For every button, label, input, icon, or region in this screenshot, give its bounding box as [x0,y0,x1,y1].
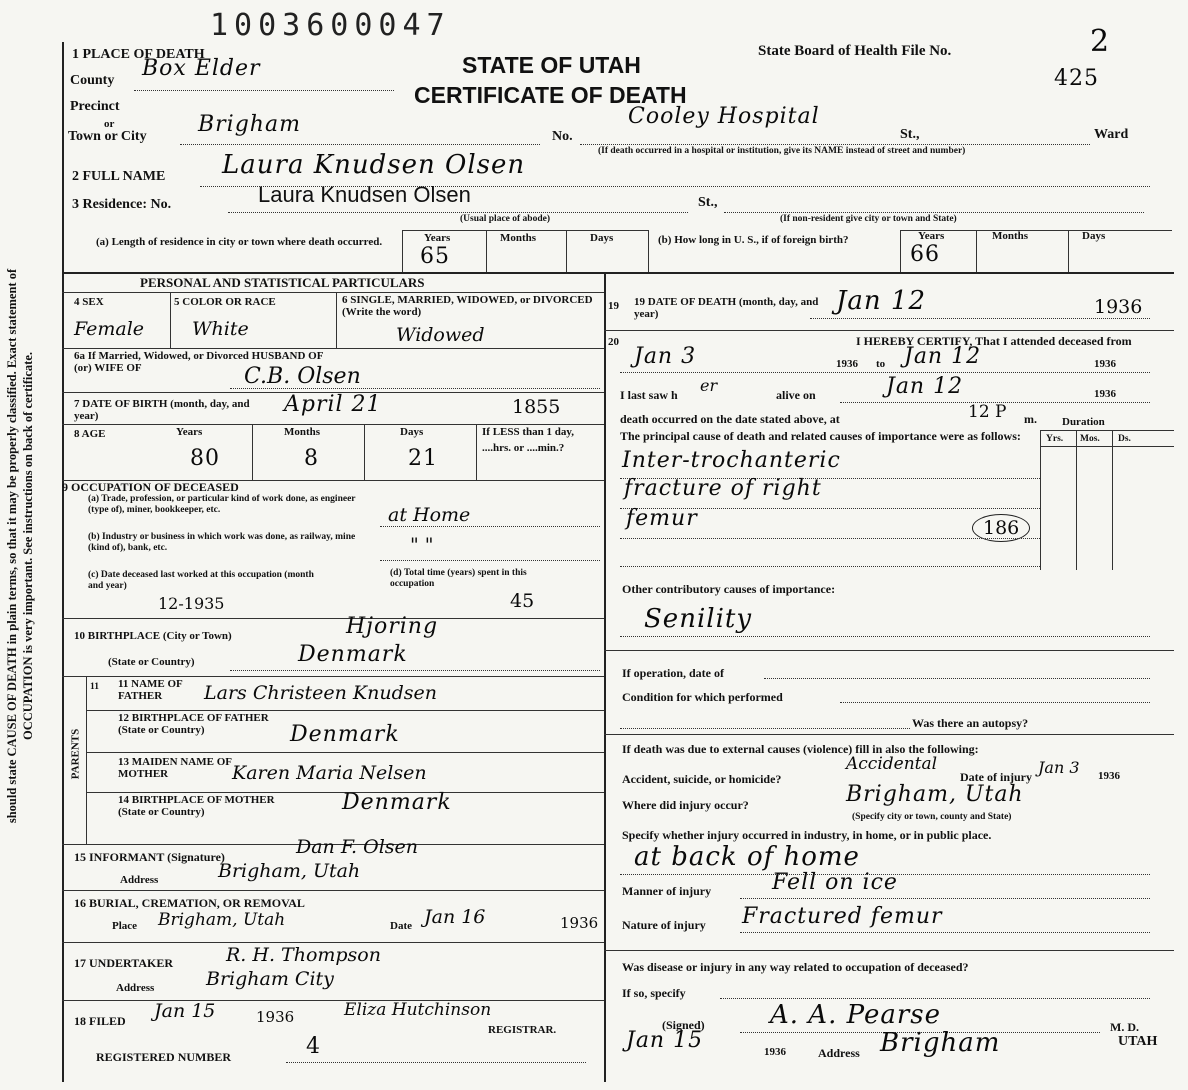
sign-address-label: Address [818,1046,860,1060]
where-note: (Specify city or town, county and State) [852,812,1012,822]
occupation-label: 9 OCCUPATION OF DECEASED [62,480,239,494]
dod-value: Jan 12 [836,286,927,316]
sex-value: Female [74,318,145,340]
column-divider [604,272,606,1082]
specify-value: at back of home [634,842,860,872]
us-months-header: Months [992,230,1029,242]
age-years-header: Years [176,426,203,438]
from-year: 1936 [836,358,858,370]
age-days-header: Days [400,426,424,438]
ward-label: Ward [1094,127,1129,142]
burial-date-label: Date [390,920,412,932]
cause-line-2: fracture of right [624,476,822,501]
informant-address-label: Address [120,874,159,886]
certify-num: 20 [608,336,619,348]
filed-year: 1936 [256,1008,295,1026]
state-title: STATE OF UTAH [462,52,641,78]
length-label: (a) Length of residence in city or town where death occurred. [96,236,383,248]
dob-value: April 21 [284,392,382,417]
occupation-d-value: 45 [510,590,535,612]
dod-label: 19 DATE OF DEATH (month, day, and year) [634,296,819,320]
occupation-c-label: (c) Date deceased last worked at this occupation (month and year) [88,570,314,591]
mother-bp: Denmark [342,790,452,815]
occupation-c-value: 12-1935 [158,594,225,613]
undertaker-value: R. H. Thompson [226,944,381,966]
left-border [62,42,64,1082]
sidebar-line-2: OCCUPATION is very important. See instructions on back of certificate. [21,351,35,741]
undertaker-address-label: Address [116,982,155,994]
manner-label: Manner of injury [622,884,712,898]
file-no-sub: 425 [1054,66,1099,91]
filed-label: 18 FILED [74,1014,126,1028]
undertaker-label: 17 UNDERTAKER [74,956,174,970]
certify-text: I HEREBY CERTIFY, That I attended deceased from [856,334,1132,348]
section-divider-top [62,272,1174,274]
reg-number-value: 4 [306,1034,321,1059]
cause-label: The principal cause of death and related causes of importance were as follows: [620,429,1021,443]
from-date: Jan 3 [634,344,697,369]
occurred-label: death occurred on the date stated above, at [620,412,840,426]
occupation-b-label: (b) Industry or business in which work was done, as railway, mine (kind of), bank, etc. [88,532,356,553]
marital-label: 6 SINGLE, MARRIED, WIDOWED, or DIVORCED (Write the word) [342,294,593,318]
dod-num: 19 [608,300,619,312]
father-name-label: 11 NAME OF FATHER [118,678,183,702]
if-so-label: If so, specify [622,986,686,1000]
personal-section-title: PERSONAL AND STATISTICAL PARTICULARS [140,275,425,290]
alive-year: 1936 [1094,388,1116,400]
specify-label: Specify whether injury occurred in industry, in home, or in public place. [622,828,992,842]
reg-number-label: REGISTERED NUMBER [96,1050,232,1064]
burial-date: Jan 16 [424,906,486,928]
to-year: 1936 [1094,358,1116,370]
us-years-value: 66 [910,242,940,267]
father-name: Lars Christeen Knudsen [204,682,437,704]
mother-name: Karen Maria Nelsen [232,762,427,784]
dur-mos: Mos. [1080,434,1100,444]
nature-value: Fractured femur [742,904,943,929]
accident-label: Accident, suicide, or homicide? [622,772,782,786]
residence-st-label: St., [698,195,718,210]
filed-registrar: Eliza Hutchinson [344,1000,492,1020]
cause-line-1: Inter-trochanteric [622,448,841,473]
m-label: m. [1024,412,1037,426]
alive-on-label: alive on [776,388,816,402]
nature-label: Nature of injury [622,918,706,932]
injury-date-label: Date of injury [960,770,1032,784]
file-no-value: 2 [1090,24,1111,59]
birthplace-label: 10 BIRTHPLACE (City or Town) [74,630,232,642]
or-label: or [104,118,115,130]
birthplace-state-label: (State or Country) [108,656,195,668]
other-causes-value: Senility [644,604,753,634]
spouse-label: 6a If Married, Widowed, or Divorced HUSBAND OF (or) WIFE OF [74,350,324,374]
injury-date: Jan 3 [1038,758,1080,777]
mother-bp-label: 14 BIRTHPLACE OF MOTHER (State or Country) [118,794,275,818]
alive-date: Jan 12 [886,374,964,399]
less-label: If LESS than 1 day, ....hrs. or ....min.? [482,426,575,454]
age-years-value: 80 [190,446,220,471]
dob-label: 7 DATE OF BIRTH (month, day, and year) [74,398,250,422]
nonres-note: (If non-resident give city or town and State) [780,214,957,224]
last-saw-her: er [700,376,718,395]
age-label: 8 AGE [74,428,106,440]
hospital-value: Cooley Hospital [628,104,820,129]
county-value: Box Elder [142,56,261,81]
spouse-value: C.B. Olsen [244,364,361,389]
sidebar-line-1: should state CAUSE OF DEATH in plain terms, so that it may be properly classified. Exact statement of [5,268,19,824]
father-bp: Denmark [290,722,400,747]
undertaker-address: Brigham City [206,968,334,990]
filed-date: Jan 15 [154,1000,216,1022]
to-label: to [876,358,886,370]
external-label: If death was due to external causes (violence) fill in also the following: [622,742,979,756]
condition-label: Condition for which performed [622,690,783,704]
operation-label: If operation, date of [622,666,724,680]
time-value: 12 P [968,402,1007,422]
town-value: Brigham [198,112,301,137]
occupation-d-label: (d) Total time (years) spent in this occupation [390,568,527,589]
burial-place-label: Place [112,920,138,932]
where-label: Where did injury occur? [622,798,749,812]
occupation-b-value: " " [410,534,434,556]
informant-label: 15 INFORMANT (Signature) [74,850,225,864]
us-label: (b) How long in U. S., if of foreign birth? [658,234,849,246]
age-days-value: 21 [408,446,438,471]
certificate-title: CERTIFICATE OF DEATH [414,82,687,108]
burial-place: Brigham, Utah [158,910,286,930]
occ-related-label: Was disease or injury in any way related to occupation of deceased? [622,960,969,974]
burial-label: 16 BURIAL, CREMATION, OR REMOVAL [74,896,305,910]
instructions-sidebar [4,6,36,1086]
residence-value: Laura Knudsen Olsen [258,182,471,207]
cause-line-3: femur [626,506,698,531]
length-days-header: Days [590,232,614,244]
autopsy-label: Was there an autopsy? [912,716,1029,730]
residence-label: 3 Residence: No. [72,197,172,212]
signed-value: A. A. Pearse [770,1000,941,1030]
age-months-header: Months [284,426,321,438]
county-label: County [70,73,115,88]
sign-year: 1936 [764,1046,786,1058]
mother-name-label: 13 MAIDEN NAME OF MOTHER [118,756,232,780]
stamp-number: 1003600047 [210,8,451,43]
manner-value: Fell on ice [772,870,898,895]
color-label: 5 COLOR OR RACE [174,296,276,308]
sex-label: 4 SEX [74,296,104,308]
full-name-value: Laura Knudsen Olsen [222,150,526,180]
usual-note: (Usual place of abode) [460,214,550,224]
signed-label: (Signed) [662,1018,705,1032]
us-days-header: Days [1082,230,1106,242]
place-note: (If death occurred in a hospital or institution, give its NAME instead of street and number) [598,146,966,156]
occupation-a-label: (a) Trade, profession, or particular kind of work done, as engineer (type of), miner, bookkeeper, etc. [88,494,356,515]
injury-year: 1936 [1098,770,1120,782]
birthplace-country: Denmark [298,642,408,667]
father-num: 11 [90,682,99,692]
dod-year: 1936 [1094,296,1143,318]
md-label: M. D. [1110,1020,1139,1034]
color-value: White [192,318,249,340]
full-name-label: 2 FULL NAME [72,169,166,184]
father-bp-label: 12 BIRTHPLACE OF FATHER (State or Country) [118,712,269,736]
precinct-label: Precinct [70,99,120,114]
length-months-header: Months [500,232,537,244]
sign-date: Jan 15 [626,1028,704,1053]
duration-label: Duration [1062,416,1105,428]
birthplace-city: Hjoring [346,614,439,639]
file-no-label: State Board of Health File No. [758,43,952,59]
burial-year: 1936 [560,914,599,932]
sign-address-state: UTAH [1118,1034,1158,1049]
dur-ds: Ds. [1118,434,1131,444]
cause-code: 186 [972,514,1030,542]
informant-value: Dan F. Olsen [296,836,419,858]
town-label: Town or City [68,129,147,144]
occupation-a-value: at Home [388,504,471,526]
place-st-label: St., [900,127,920,142]
length-years-header: Years [424,232,451,244]
parents-side-label: PARENTS [69,728,82,780]
registrar-label: REGISTRAR. [488,1024,557,1036]
place-label: 1 PLACE OF DEATH [72,47,205,62]
accident-value: Accidental [846,754,938,774]
marital-value: Widowed [396,324,485,346]
other-causes-label: Other contributory causes of importance: [622,582,836,596]
length-years-value: 65 [420,244,450,269]
dur-yrs: Yrs. [1046,434,1064,444]
last-saw-label: I last saw h [620,388,678,402]
to-date: Jan 12 [904,344,982,369]
us-years-header: Years [918,230,945,242]
where-value: Brigham, Utah [846,782,1024,807]
informant-address: Brigham, Utah [218,860,361,882]
age-months-value: 8 [304,446,319,471]
street-no-label: No. [552,129,573,144]
dob-year: 1855 [512,396,561,418]
sign-address-value: Brigham [880,1028,1001,1058]
